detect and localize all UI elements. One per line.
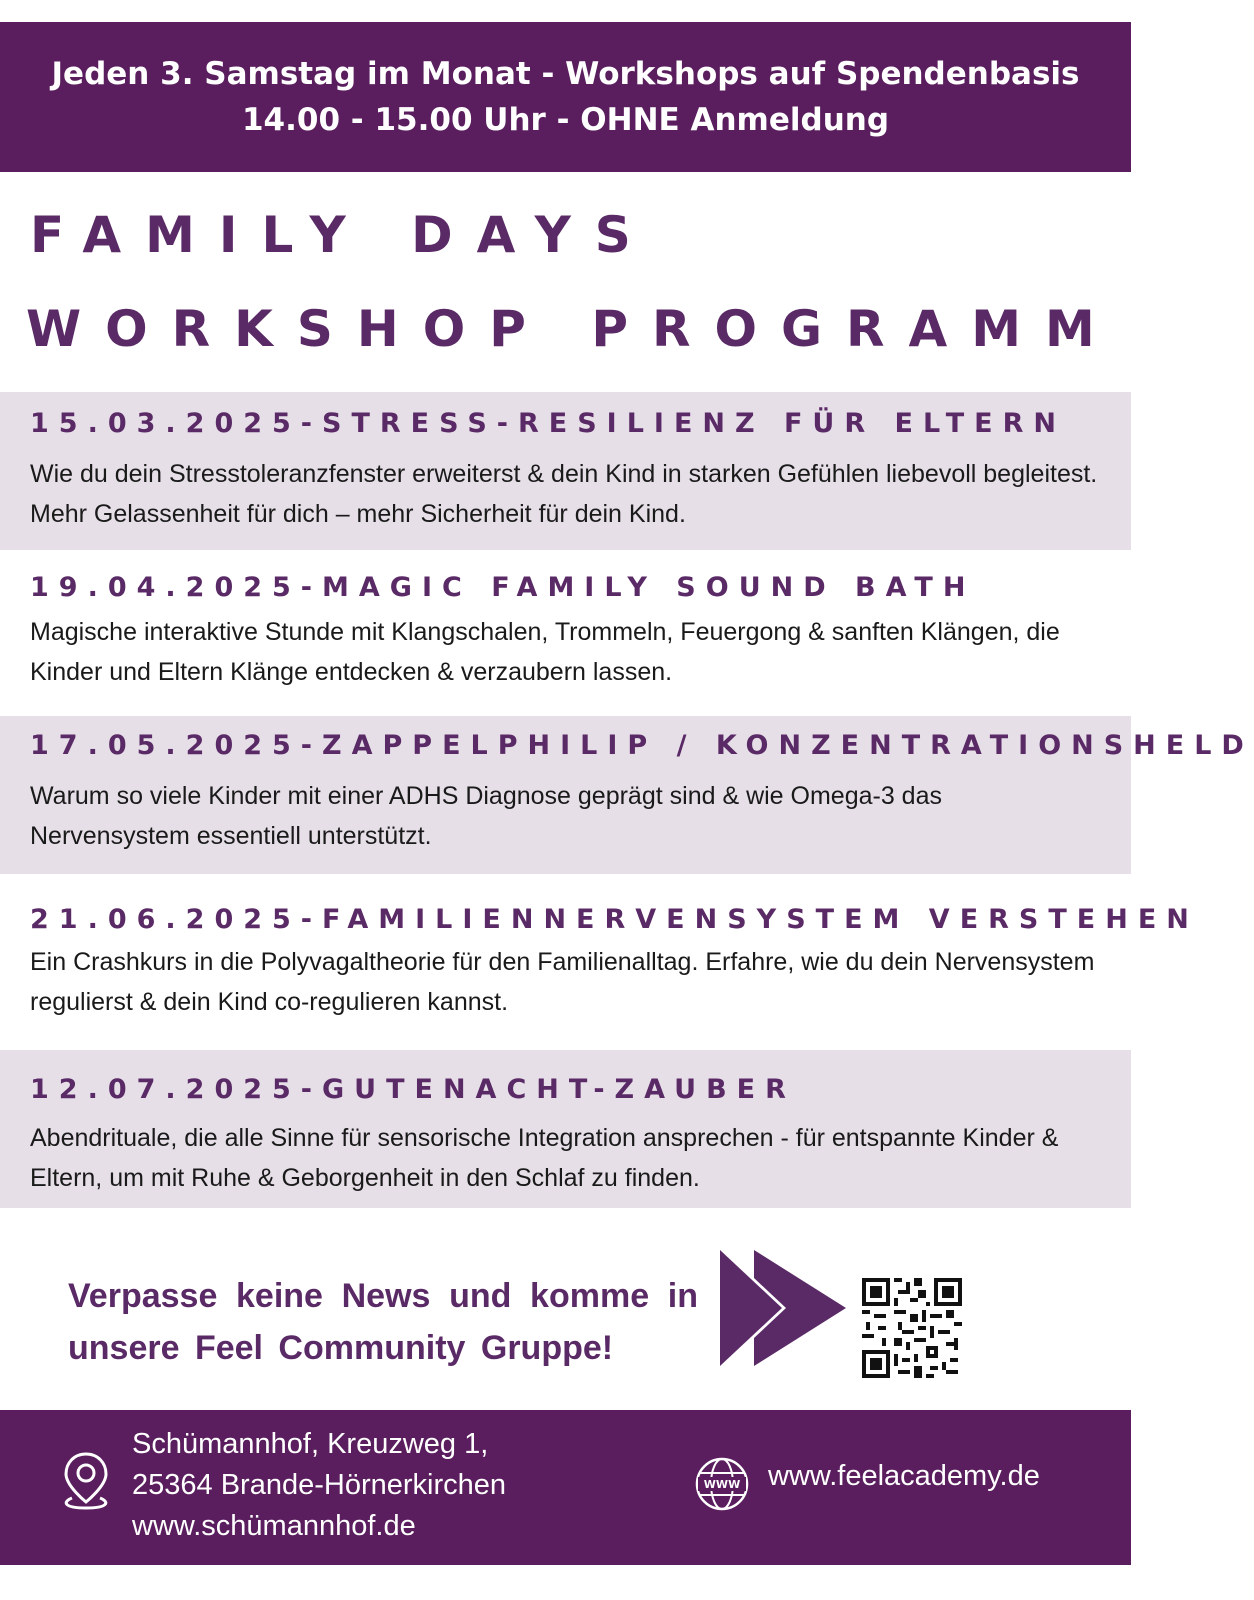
workshop-description: Ein Crashkurs in die Polyvagaltheorie für den Familienalltag. Erfahre, wie du dein Nervensystem regulierst & dein Kind co-regulieren kannst. [30, 948, 1095, 1016]
title-family-days: FAMILY DAYS [30, 206, 655, 264]
workshop-block [0, 392, 1131, 550]
workshop-description: Warum so viele Kinder mit einer ADHS Diagnose geprägt sind & wie Omega-3 das Nervensystem essentiell unterstützt. [30, 782, 942, 850]
address-line: 25364 Brande-Hörnerkirchen [132, 1469, 506, 1501]
double-arrow-icon [720, 1250, 850, 1366]
globe-www-icon [694, 1456, 750, 1512]
workshop-block [0, 716, 1254, 874]
top-banner [0, 22, 1131, 172]
workshop-block [0, 874, 1199, 1050]
workshop-description: Wie du dein Stresstoleranzfenster erweiterst & dein Kind in starken Gefühlen liebevoll begleitest. Mehr Gelassenheit für dich – mehr Sicherheit für dein Kind. [30, 460, 1098, 528]
workshop-heading: 15.03.2025-STRESS-RESILIENZ FÜR ELTERN [30, 408, 1066, 439]
workshop-heading: 17.05.2025-ZAPPELPHILIP / KONZENTRATIONSHELD [30, 730, 1254, 761]
banner-line-2: 14.00 - 15.00 Uhr - OHNE Anmeldung [241, 102, 890, 138]
feelacademy-link[interactable]: www.feelacademy.de [768, 1460, 1040, 1492]
schuemannhof-link[interactable]: www.schümannhof.de [132, 1510, 416, 1542]
title-workshop-programm: WORKSHOP PROGRAMM [26, 300, 1119, 358]
workshop-block [0, 550, 1131, 716]
address [132, 1424, 506, 1547]
globe-www-label: WWW [703, 1478, 741, 1491]
community-cta: Verpasse keine News und komme in unsere Feel Community Gruppe! [68, 1277, 698, 1367]
workshop-description: Abendrituale, die alle Sinne für sensorische Integration ansprechen - für entspannte Kinder & Eltern, um mit Ruhe & Geborgenheit in den Schlaf zu finden. [30, 1124, 1059, 1192]
location-pin-icon [58, 1450, 114, 1514]
address-line: Schümannhof, Kreuzweg 1, [132, 1428, 489, 1460]
workshop-heading: 12.07.2025-GUTENACHT-ZAUBER [30, 1074, 796, 1105]
footer-banner [0, 1410, 1131, 1565]
qr-code[interactable] [862, 1278, 962, 1378]
workshop-block [0, 1050, 1131, 1208]
workshop-heading: 21.06.2025-FAMILIENNERVENSYSTEM VERSTEHEN [30, 904, 1199, 935]
workshop-description: Magische interaktive Stunde mit Klangschalen, Trommeln, Feuergong & sanften Klängen, die Kinder und Eltern Klänge entdecken & verzaubern lassen. [30, 618, 1060, 686]
banner-line-1: Jeden 3. Samstag im Monat - Workshops auf Spendenbasis [51, 56, 1080, 92]
workshop-heading: 19.04.2025-MAGIC FAMILY SOUND BATH [30, 572, 976, 603]
